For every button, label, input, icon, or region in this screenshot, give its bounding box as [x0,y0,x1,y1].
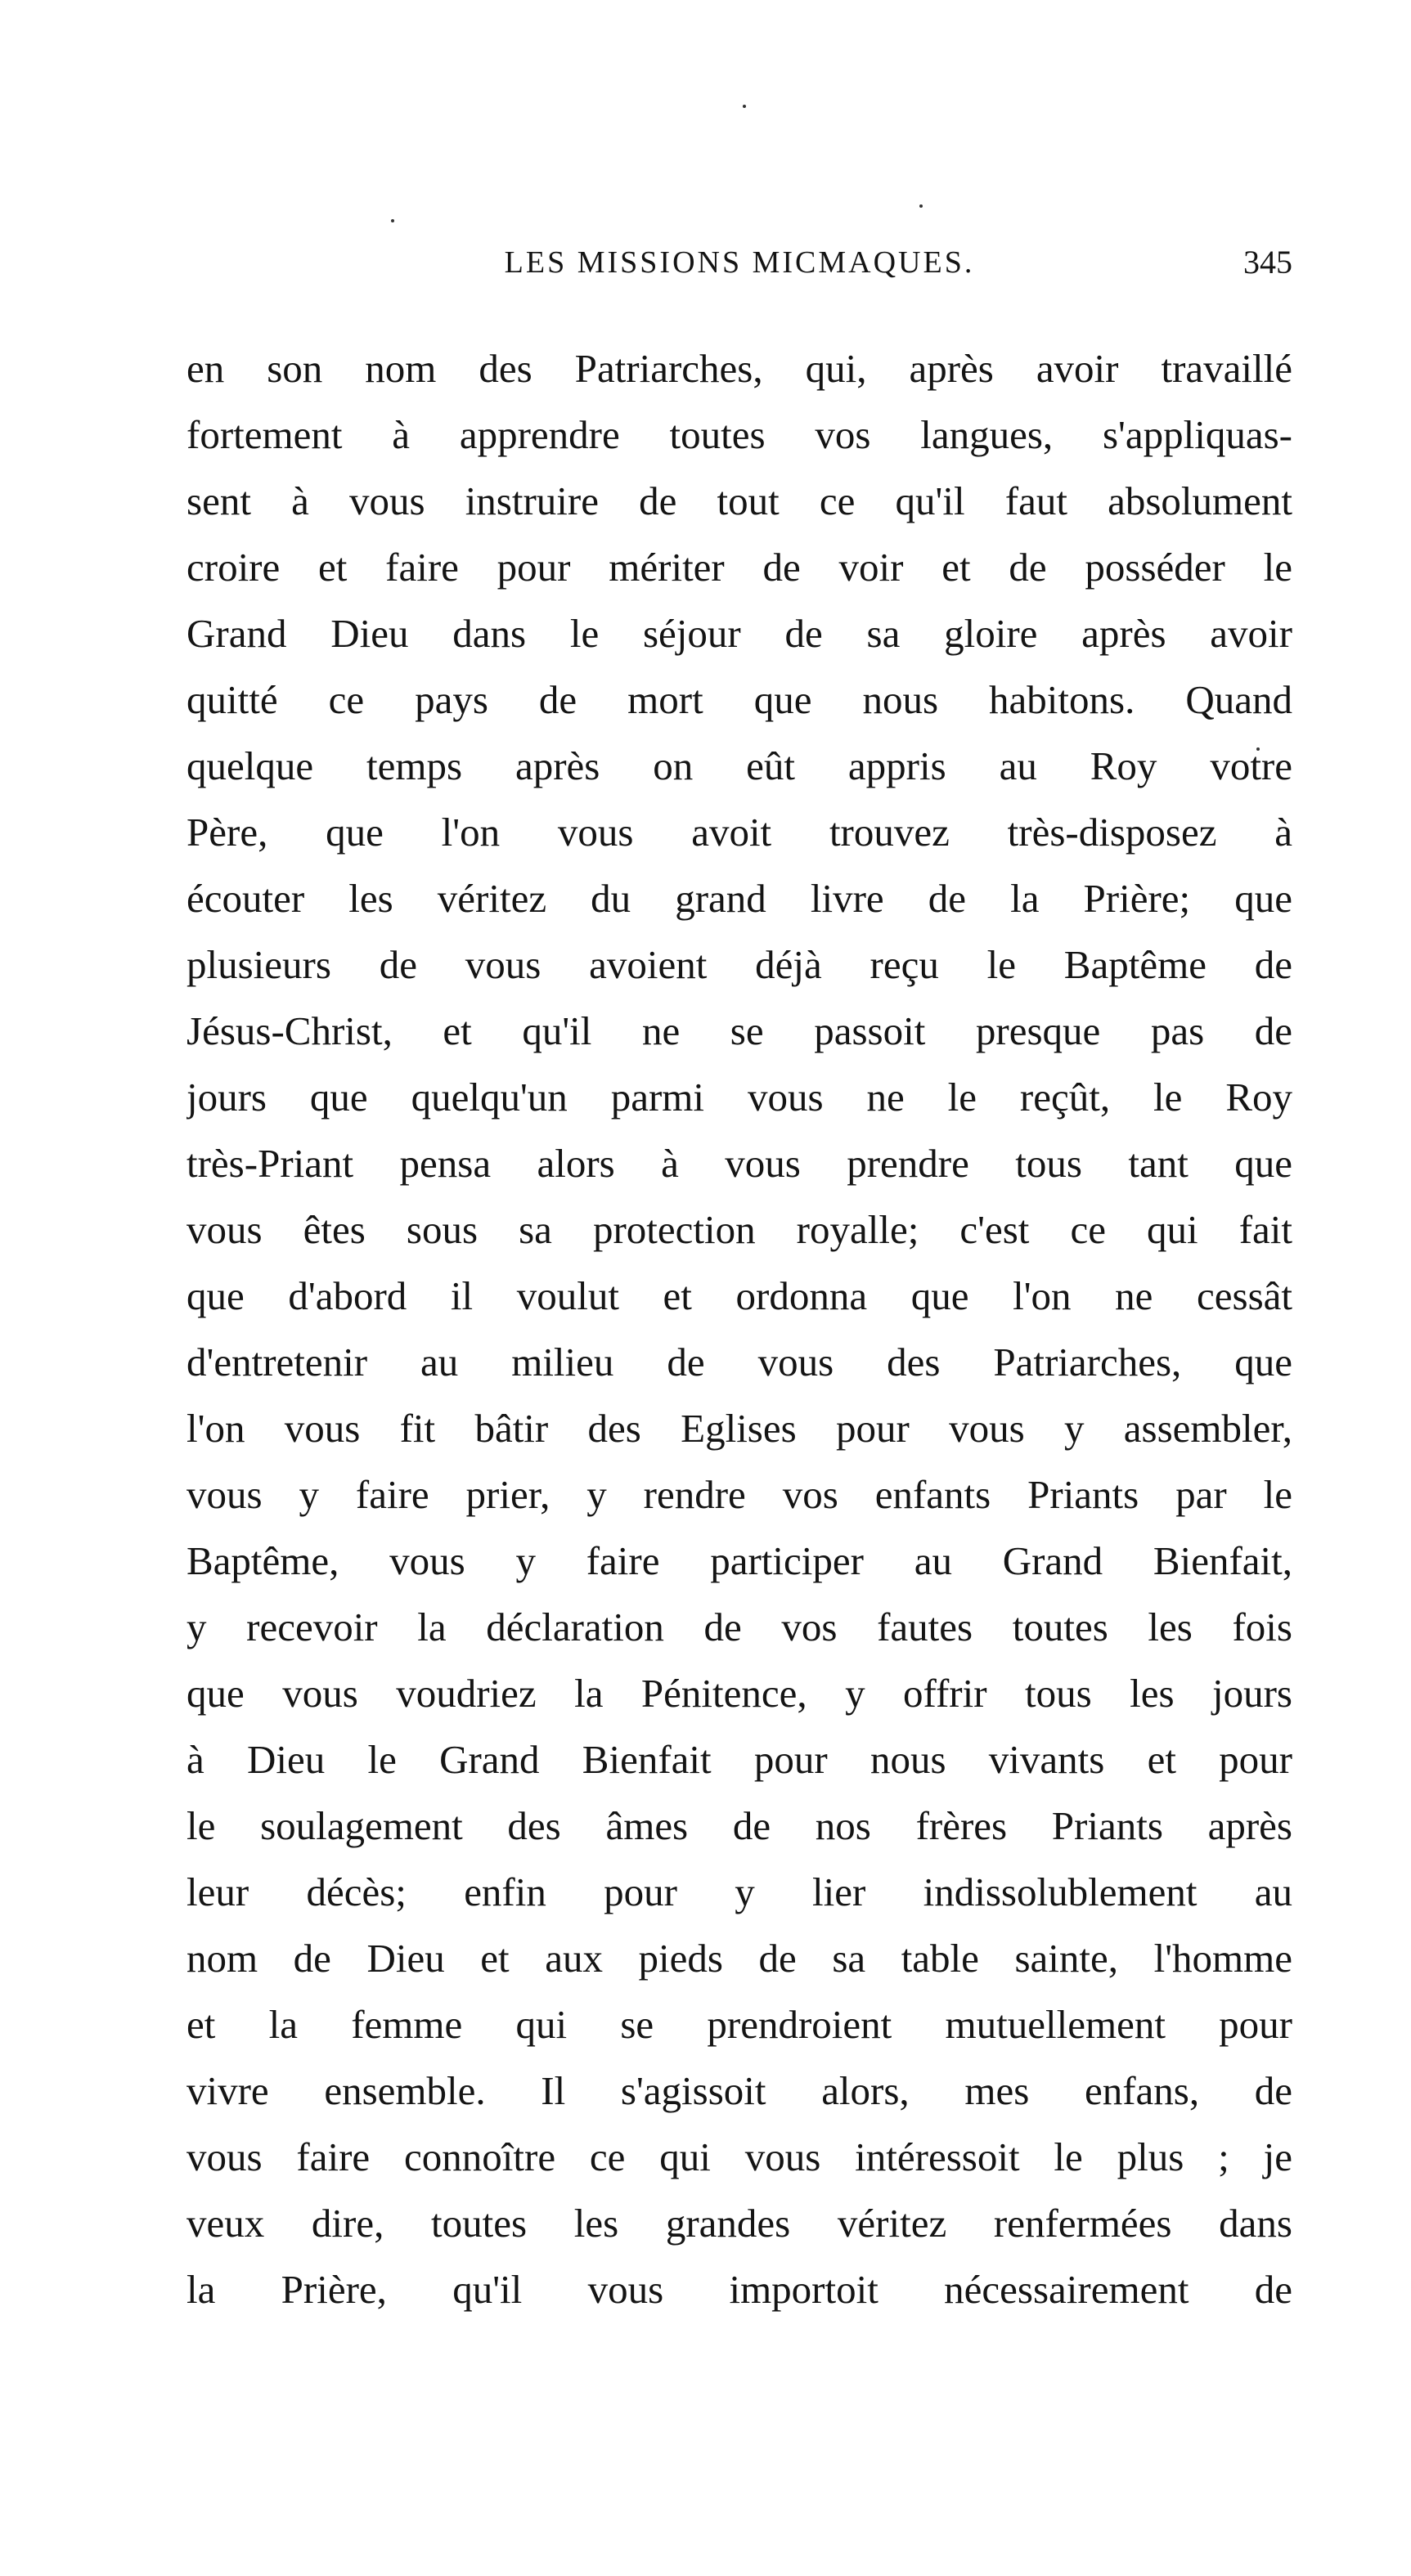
body-text [186,335,1292,2322]
text-line: la Prière, qu'il vous importoit nécessairement de [186,2267,1292,2312]
text-line: croire et faire pour mériter de voir et de posséder le [186,545,1292,590]
text-line: y recevoir la déclaration de vos fautes toutes les fois [186,1604,1292,1649]
text-line: à Dieu le Grand Bienfait pour nous vivants et pour [186,1737,1292,1782]
page-number: 345 [1243,244,1292,280]
text-line: le soulagement des âmes de nos frères Priants après [186,1803,1292,1848]
text-line: fortement à apprendre toutes vos langues, s'appliquas- [186,412,1292,457]
text-line: nom de Dieu et aux pieds de sa table sainte, l'homme [186,1936,1292,1981]
text-line: Jésus-Christ, et qu'il ne se passoit presque pas de [186,1008,1292,1053]
text-line: leur décès; enfin pour y lier indissolublement au [186,1869,1292,1914]
text-line: très-Priant pensa alors à vous prendre tous tant que [186,1141,1292,1186]
page-header [186,234,1292,291]
text-line: jours que quelqu'un parmi vous ne le reçût, le Roy [186,1075,1292,1120]
text-line: vous y faire prier, y rendre vos enfants Priants par le [186,1472,1292,1517]
text-line: Grand Dieu dans le séjour de sa gloire après avoir [186,611,1292,656]
text-line: écouter les véritez du grand livre de la Prière; que [186,876,1292,921]
text-line: Père, que l'on vous avoit trouvez très-disposez à [186,810,1292,855]
print-speck [391,219,394,222]
text-line: en son nom des Patriarches, qui, après avoir travaillé [186,346,1292,391]
text-line: vivre ensemble. Il s'agissoit alors, mes enfans, de [186,2068,1292,2113]
text-line: veux dire, toutes les grandes véritez renfermées dans [186,2201,1292,2246]
print-speck [743,105,746,108]
text-line: vous êtes sous sa protection royalle; c'est ce qui fait [186,1207,1292,1252]
text-line: quelque temps après on eût appris au Roy votre [186,743,1292,788]
text-line: l'on vous fit bâtir des Eglises pour vous y assembler, [186,1406,1292,1451]
text-line: Baptême, vous y faire participer au Grand Bienfait, [186,1538,1292,1583]
text-line: que d'abord il voulut et ordonna que l'on ne cessât [186,1273,1292,1318]
text-line: plusieurs de vous avoient déjà reçu le Baptême de [186,942,1292,987]
text-line: sent à vous instruire de tout ce qu'il faut absolument [186,478,1292,523]
text-line: d'entretenir au milieu de vous des Patriarches, que [186,1340,1292,1384]
print-speck [919,204,923,208]
text-line: et la femme qui se prendroient mutuellement pour [186,2002,1292,2047]
text-line: que vous voudriez la Pénitence, y offrir tous les jours [186,1671,1292,1716]
text-line: vous faire connoître ce qui vous intéressoit le plus ; je [186,2134,1292,2179]
running-title: LES MISSIONS MICMAQUES. [504,245,975,280]
text-line: quitté ce pays de mort que nous habitons. Quand [186,677,1292,722]
